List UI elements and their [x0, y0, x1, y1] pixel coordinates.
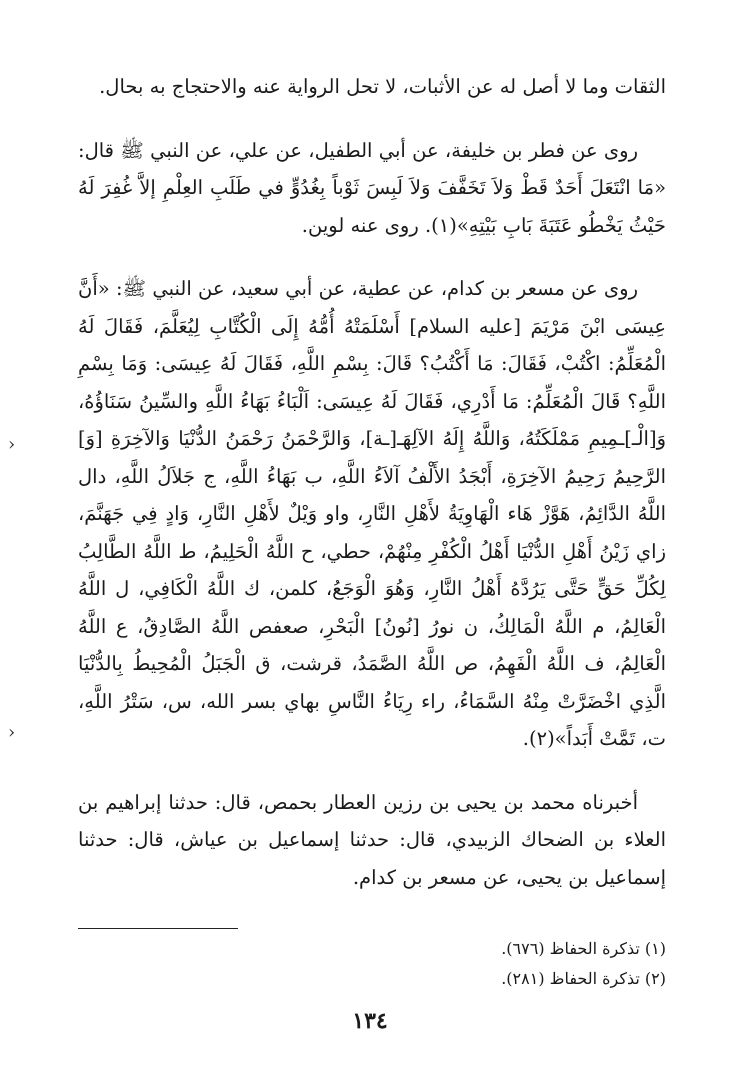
- footnote-1: (١) تذكرة الحفاظ (٦٧٦).: [501, 939, 666, 958]
- paragraph-text: روى عن فطر بن خليفة، عن أبي الطفيل، عن علي، عن النبي ﷺ قال: «مَا انْتَعَلَ أَحَدٌ قَطْ وَلاَ تَخَفَّفَ وَلاَ لَبِسَ ثَوْباً بِغُدُوٍّ في طَلَبِ العِلْمِ إلاَّ غُفِرَ لَهُ حَيْثُ يَخْطُو عَتَبَةَ بَابِ بَيْتِهِ»(١). روى عنه لوين.: [78, 138, 666, 237]
- footnote-2: (٢) تذكرة الحفاظ (٢٨١).: [501, 969, 666, 988]
- footnotes: [78, 934, 666, 994]
- margin-mark: ›: [8, 434, 16, 455]
- paragraph-text: روى عن مسعر بن كدام، عن عطية، عن أبي سعيد، عن النبي ﷺ: «أَنَّ عِيسَى ابْنَ مَرْيَمَ [عليه السلام] أَسْلَمَتْهُ أُمُّهُ إِلَى الْكُتَّابِ لِيُعَلَّمَ، فَقَالَ لَهُ الْمُعَلِّمُ: اكْتُبْ، فَقَالَ: مَا أَكْتُبُ؟ قَالَ: بِسْمِ اللَّهِ، فَقَالَ لَهُ عِيسَى: وَمَا بِسْمِ اللَّهِ؟ قَالَ الْمُعَلِّمُ: مَا أَدْرِي، فَقَالَ لَهُ عِيسَى: اَلْبَاءُ بَهَاءُ اللَّهِ والسِّينُ سَنَاؤُهُ، وَ[الْـ]ـمِيمِ مَمْلَكَتُهُ، وَاللَّهُ إِلَهُ الآلِهَـ[ـة]، وَالرَّحْمَنُ رَحْمَنُ الدُّنْيَا وَالآخِرَةِ [وَ] الرَّحِيمُ رَحِيمُ الآخِرَةِ، أَبْجَدُ الأَلْفُ آلاَءُ اللَّهِ، ب بَهَاءُ اللَّهِ، ج جَلاَلُ اللَّهِ، دال اللَّهُ الدَّائِمُ، هَوَّزْ هَاء الْهَاوِيَةُ لأَهْلِ النَّارِ، واو وَيْلٌ لأَهْلِ النَّارِ، وَادٍ فِي جَهَنَّمَ، زاي زَيْنُ أَهْلِ الدُّنْيَا أَهْلُ الْكُفْرِ مِنْهُمْ، حطي، ح اللَّهُ الْحَلِيمُ، ط اللَّهُ الطَّالِبُ لِكُلِّ حَقٍّ حَتَّى يَرُدَّهُ أَهْلُ النَّارِ، وَهُوَ الْوَجَعُ، كلمن، ك اللَّهُ الْكَافِي، ل اللَّهُ الْعَالِمُ، م اللَّهُ الْمَالِكُ، ن نورُ [نُونُ] الْبَحْرِ، صعفص اللَّهُ الصَّادِقُ، ع اللَّهُ الْعَالِمُ، ف اللَّهُ الْفَهِمُ، ص اللَّهُ الصَّمَدُ، قرشت، ق الْجَبَلُ الْمُحِيطُ بِالدُّنْيَا الَّذِي اخْضَرَّتْ مِنْهُ السَّمَاءُ، راء رِيَاءُ النَّاسِ بهاي بسر الله، س، سَتْرُ اللَّهِ، ت، تَمَّتْ أَبَداً»(٢).: [78, 277, 666, 750]
- paragraph-text: أخبرناه محمد بن يحيى بن رزين العطار بحمص، قال: حدثنا إبراهيم بن العلاء بن الضحاك الزبيدي، قال: حدثنا إسماعيل بن عياش، قال: حدثنا إسماعيل بن يحيى، عن مسعر بن كدام.: [78, 790, 666, 889]
- page-number: ١٣٤: [352, 1008, 388, 1034]
- footnote-divider: [78, 928, 238, 929]
- paragraph-4: [78, 784, 666, 897]
- paragraph-2: [78, 132, 666, 245]
- page-body: [78, 68, 666, 896]
- margin-mark: ›: [8, 722, 16, 743]
- paragraph-1: [78, 68, 666, 106]
- paragraph-3: [78, 270, 666, 758]
- paragraph-text: الثقات وما لا أصل له عن الأثبات، لا تحل الرواية عنه والاحتجاج به بحال.: [99, 75, 666, 98]
